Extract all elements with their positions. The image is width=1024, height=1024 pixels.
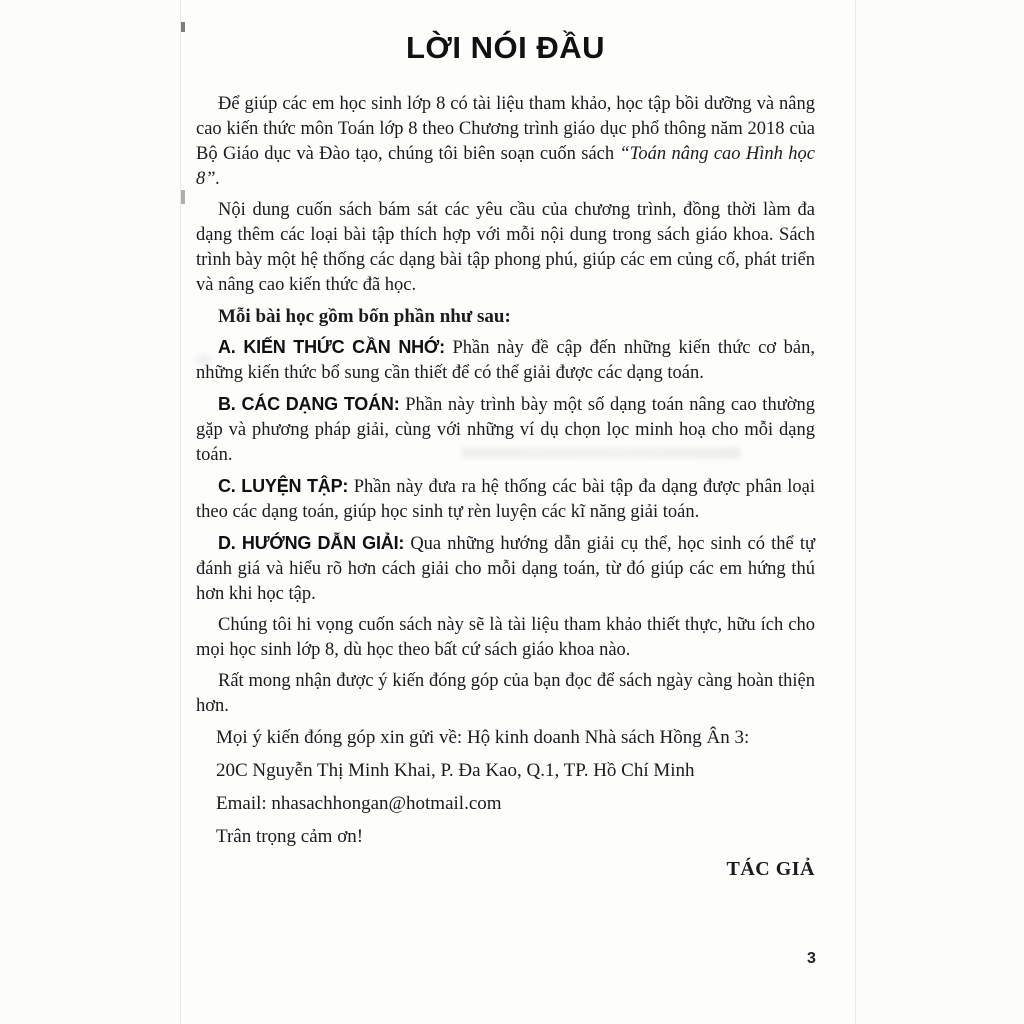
book-page (180, 0, 856, 1024)
section-c-text: Phần này đưa ra hệ thống các bài tập đa dạng được phân loại theo các dạng toán, giúp học sinh tự rèn luyện các kĩ năng giải toán. (196, 477, 816, 522)
page-title: LỜI NÓI ĐẦU (406, 30, 605, 65)
intro-paragraph-1 (196, 92, 815, 192)
section-c-heading: C. LUYỆN TẬP: (218, 476, 349, 496)
section-b-paragraph (196, 392, 815, 468)
page-content (181, 0, 855, 882)
section-b-heading: B. CÁC DẠNG TOÁN: (218, 394, 400, 414)
closing-paragraph-2: Rất mong nhận được ý kiến đóng góp của bạn đọc để sách ngày càng hoàn thiện hơn. (196, 671, 815, 716)
closing-paragraph-1: Chúng tôi hi vọng cuốn sách này sẽ là tài liệu tham khảo thiết thực, hữu ích cho mọi học sinh lớp 8, dù học theo bất cứ sách giáo khoa nào. (196, 615, 815, 660)
contact-line-thanks: Trân trọng cảm ơn! (216, 826, 364, 847)
section-b-text: Phần này trình bày một số dạng toán nâng cao thường gặp và phương pháp giải, cùng với những ví dụ chọn lọc minh hoạ cho mỗi dạng toán. (196, 395, 815, 465)
contact-line-street-address: 20C Nguyễn Thị Minh Khai, P. Đa Kao, Q.1, TP. Hồ Chí Minh (216, 760, 695, 781)
section-c-paragraph (196, 474, 815, 525)
contact-line-email: Email: nhasachhongan@hotmail.com (216, 793, 502, 814)
author-signature: TÁC GIẢ (726, 858, 815, 880)
section-a-text: Phần này đề cập đến những kiến thức cơ bản, những kiến thức bổ sung cần thiết để có thể giải được các dạng toán. (196, 338, 815, 383)
lead-in-line: Mỗi bài học gồm bốn phần như sau: (218, 306, 511, 327)
section-a-paragraph (196, 335, 815, 386)
page-number: 3 (807, 950, 816, 967)
book-title-italic: “Toán nâng cao Hình học 8”. (196, 144, 815, 189)
intro-paragraph-2: Nội dung cuốn sách bám sát các yêu cầu của chương trình, đồng thời làm đa dạng thêm các loại bài tập thích hợp với mỗi nội dung trong sách giáo khoa. Sách trình bày một hệ thống các dạng bài tập phong phú, giúp các em củng cố, phát triển và nâng cao kiến thức đã học. (196, 200, 815, 295)
section-d-text: Qua những hướng dẫn giải cụ thể, học sinh có thể tự đánh giá và hiểu rõ hơn cách giải cho mỗi dạng toán, từ đó giúp các em hứng thú hơn khi học tập. (196, 534, 816, 604)
contact-line-address-intro: Mọi ý kiến đóng góp xin gửi về: Hộ kinh doanh Nhà sách Hồng Ân 3: (216, 727, 750, 748)
intro-paragraph-1-text: Để giúp các em học sinh lớp 8 có tài liệu tham khảo, học tập bồi dưỡng và nâng cao kiến thức môn Toán lớp 8 theo Chương trình giáo dục phổ thông năm 2018 của Bộ Giáo dục và Đào tạo, chúng tôi biên soạn cuốn sách (196, 94, 815, 164)
section-d-paragraph (196, 531, 815, 607)
section-d-heading: D. HƯỚNG DẪN GIẢI: (218, 533, 405, 553)
section-a-heading: A. KIẾN THỨC CẦN NHỚ: (218, 337, 445, 357)
